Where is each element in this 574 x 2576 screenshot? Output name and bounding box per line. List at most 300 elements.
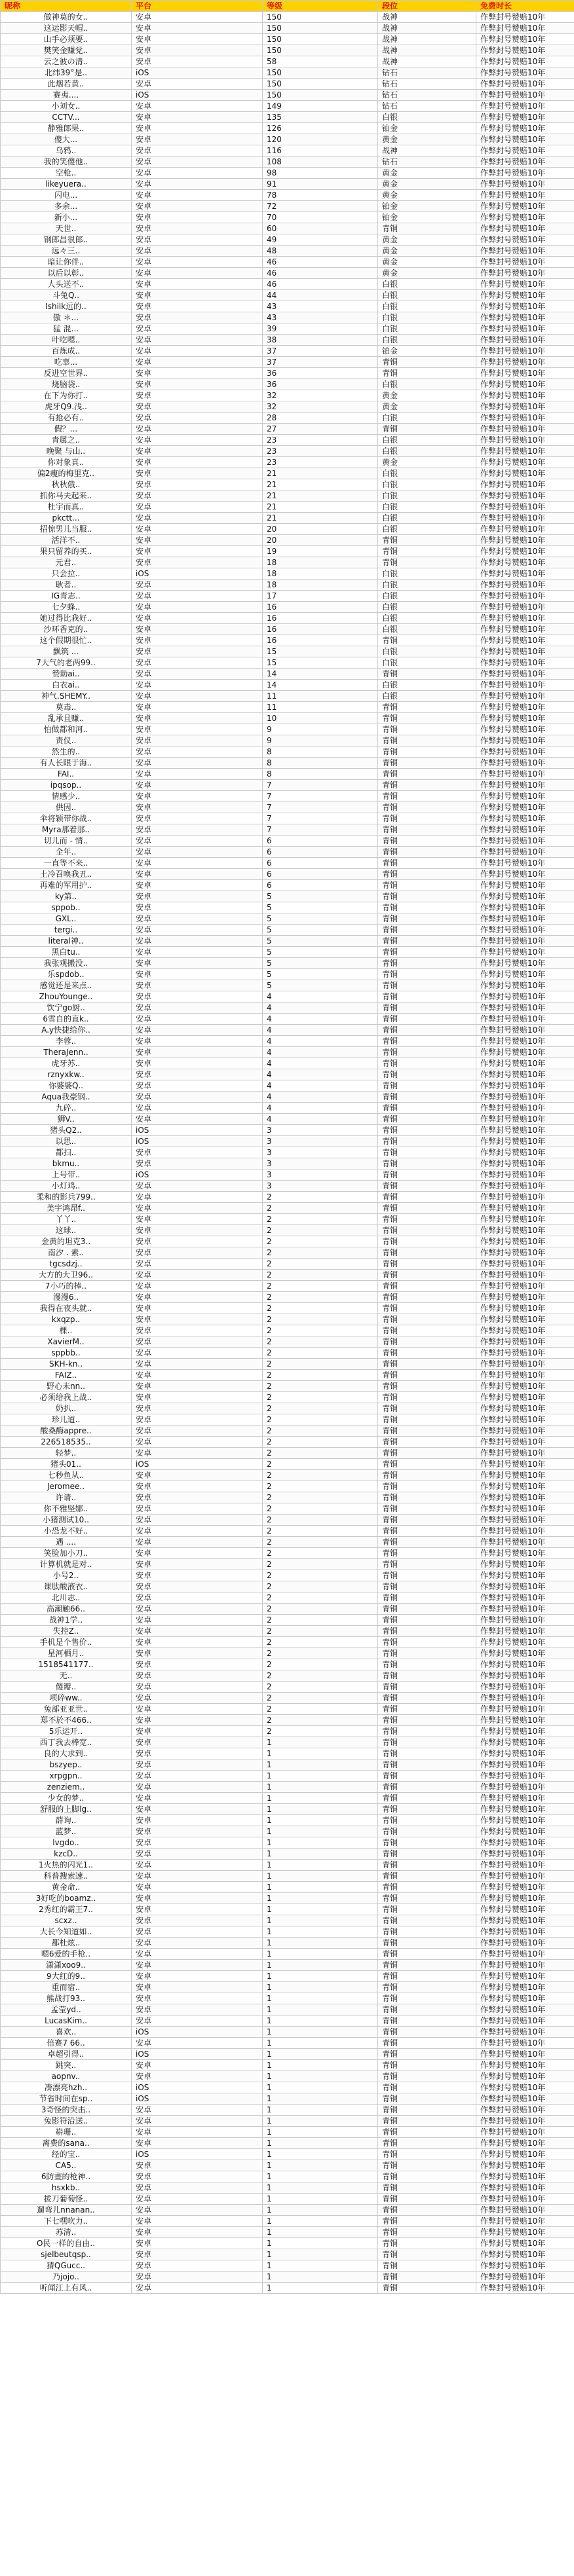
platform-cell: 安卓 — [132, 1448, 263, 1459]
platform-cell: 安卓 — [132, 435, 263, 446]
platform-cell: 安卓 — [132, 1359, 263, 1370]
platform-cell: 安卓 — [132, 1370, 263, 1381]
free-duration-cell: 作弊封号赞赔10年 — [476, 23, 574, 34]
free-duration-cell: 作弊封号赞赔10年 — [476, 502, 574, 513]
rank-cell: 青铜 — [378, 824, 476, 836]
table-row — [1, 2127, 574, 2138]
table-row — [1, 2049, 574, 2060]
level-cell: 2 — [263, 1481, 378, 1492]
table-row — [1, 1481, 574, 1492]
nickname-cell: 小号2.. — [1, 1570, 132, 1581]
rank-cell: 青铜 — [378, 223, 476, 234]
table-row — [1, 1125, 574, 1136]
rank-cell: 青铜 — [378, 1403, 476, 1414]
table-row — [1, 1448, 574, 1459]
rank-cell: 青铜 — [378, 724, 476, 735]
nickname-cell: 良的大求到.. — [1, 1748, 132, 1759]
table-row — [1, 591, 574, 602]
nickname-cell: 秋秋俄.. — [1, 479, 132, 490]
table-row — [1, 2283, 574, 2294]
level-cell: 1 — [263, 2060, 378, 2071]
free-duration-cell: 作弊封号赞赔10年 — [476, 1693, 574, 1704]
platform-cell: 安卓 — [132, 1726, 263, 1737]
table-row — [1, 1893, 574, 1904]
level-cell: 2 — [263, 1203, 378, 1214]
level-cell: 2 — [263, 1637, 378, 1648]
rank-cell: 青铜 — [378, 2015, 476, 2027]
nickname-cell: 远々三.. — [1, 246, 132, 257]
rank-cell: 青铜 — [378, 1526, 476, 1537]
table-row — [1, 357, 574, 368]
table-row — [1, 2105, 574, 2116]
nickname-cell: 小恐龙不好.. — [1, 1526, 132, 1537]
free-duration-cell: 作弊封号赞赔10年 — [476, 925, 574, 936]
table-row — [1, 1826, 574, 1837]
platform-cell: 安卓 — [132, 1949, 263, 1960]
table-row — [1, 2004, 574, 2015]
free-duration-cell: 作弊封号赞赔10年 — [476, 156, 574, 168]
nickname-cell: TheraJenn.. — [1, 1047, 132, 1058]
rank-cell: 青铜 — [378, 1259, 476, 1270]
level-cell: 48 — [263, 246, 378, 257]
level-cell: 4 — [263, 1036, 378, 1047]
level-cell: 2 — [263, 1592, 378, 1604]
level-cell: 3 — [263, 1147, 378, 1158]
rank-cell: 黄金 — [378, 246, 476, 257]
table-row — [1, 1103, 574, 1114]
nickname-cell: tergi.. — [1, 925, 132, 936]
nickname-cell: FAIZ.. — [1, 1370, 132, 1381]
level-cell: 108 — [263, 156, 378, 168]
level-cell: 1 — [263, 2238, 378, 2249]
free-duration-cell: 作弊封号赞赔10年 — [476, 680, 574, 691]
nickname-cell: 都杜炫.. — [1, 1938, 132, 1949]
rank-cell: 青铜 — [378, 1515, 476, 1526]
level-cell: 2 — [263, 1570, 378, 1581]
table-row — [1, 1537, 574, 1548]
nickname-cell: Myra那着那.. — [1, 824, 132, 836]
rank-cell: 青铜 — [378, 836, 476, 847]
nickname-cell: 李蓉.. — [1, 1036, 132, 1047]
level-cell: 21 — [263, 490, 378, 502]
nickname-cell: 烧脑袋.. — [1, 379, 132, 390]
table-row — [1, 746, 574, 758]
platform-cell: iOS — [132, 67, 263, 79]
nickname-cell: zenziem.. — [1, 1782, 132, 1793]
level-cell: 2 — [263, 1559, 378, 1570]
rank-cell: 青铜 — [378, 869, 476, 880]
platform-cell: 安卓 — [132, 1670, 263, 1682]
table-row — [1, 1259, 574, 1270]
level-cell: 98 — [263, 168, 378, 179]
level-cell: 2 — [263, 1370, 378, 1381]
platform-cell: iOS — [132, 90, 263, 101]
table-row — [1, 223, 574, 234]
nickname-cell: 虎牙苏.. — [1, 1058, 132, 1069]
free-duration-cell: 作弊封号赞赔10年 — [476, 1247, 574, 1259]
platform-cell: 安卓 — [132, 580, 263, 591]
platform-cell: 安卓 — [132, 969, 263, 980]
free-duration-cell: 作弊封号赞赔10年 — [476, 1448, 574, 1459]
level-cell: 1 — [263, 2216, 378, 2227]
table-row — [1, 1637, 574, 1648]
table-row — [1, 446, 574, 457]
free-duration-cell: 作弊封号赞赔10年 — [476, 1715, 574, 1726]
nickname-cell: Jeromee.. — [1, 1481, 132, 1492]
nickname-cell: kzcD.. — [1, 1849, 132, 1860]
table-row — [1, 1559, 574, 1570]
free-duration-cell: 作弊封号赞赔10年 — [476, 2071, 574, 2082]
free-duration-cell: 作弊封号赞赔10年 — [476, 613, 574, 624]
platform-cell: 安卓 — [132, 1214, 263, 1225]
level-cell: 2 — [263, 1314, 378, 1325]
rank-cell: 白银 — [378, 591, 476, 602]
rank-cell: 青铜 — [378, 1069, 476, 1080]
free-duration-cell: 作弊封号赞赔10年 — [476, 591, 574, 602]
nickname-cell: 节省时间在sp.. — [1, 2093, 132, 2105]
level-cell: 4 — [263, 1003, 378, 1014]
table-row — [1, 1370, 574, 1381]
platform-cell: 安卓 — [132, 1303, 263, 1314]
nickname-cell: 7大气的老两99.. — [1, 657, 132, 669]
platform-cell: 安卓 — [132, 1147, 263, 1158]
table-row — [1, 145, 574, 156]
nickname-cell: 3好吃的boamz.. — [1, 1893, 132, 1904]
free-duration-cell: 作弊封号赞赔10年 — [476, 457, 574, 468]
rank-cell: 青铜 — [378, 1437, 476, 1448]
level-cell: 2 — [263, 1448, 378, 1459]
rank-cell: 青铜 — [378, 980, 476, 991]
platform-cell: 安卓 — [132, 1648, 263, 1659]
table-row — [1, 1804, 574, 1815]
level-cell: 16 — [263, 624, 378, 635]
free-duration-cell: 作弊封号赞赔10年 — [476, 1080, 574, 1092]
table-row — [1, 1659, 574, 1670]
rank-cell: 青铜 — [378, 2149, 476, 2160]
level-cell: 1 — [263, 2160, 378, 2171]
free-duration-cell: 作弊封号赞赔10年 — [476, 1559, 574, 1570]
level-cell: 2 — [263, 1426, 378, 1437]
level-cell: 1 — [263, 2082, 378, 2093]
level-cell: 1 — [263, 2027, 378, 2038]
free-duration-cell: 作弊封号赞赔10年 — [476, 1592, 574, 1604]
rank-cell: 青铜 — [378, 1381, 476, 1392]
free-duration-cell: 作弊封号赞赔10年 — [476, 546, 574, 557]
level-cell: 1 — [263, 1926, 378, 1938]
table-row — [1, 913, 574, 925]
rank-cell: 青铜 — [378, 635, 476, 646]
platform-cell: 安卓 — [132, 1971, 263, 1982]
nickname-cell: 经的宝.. — [1, 2149, 132, 2160]
table-row — [1, 1169, 574, 1181]
rank-cell: 青铜 — [378, 2004, 476, 2015]
platform-cell: 安卓 — [132, 201, 263, 212]
nickname-cell: 樊笑金赚党.. — [1, 45, 132, 56]
nickname-cell: 我张观搬没.. — [1, 958, 132, 969]
rank-cell: 青铜 — [378, 535, 476, 546]
free-duration-cell: 作弊封号赞赔10年 — [476, 357, 574, 368]
table-row — [1, 479, 574, 490]
platform-cell: 安卓 — [132, 279, 263, 290]
free-duration-cell: 作弊封号赞赔10年 — [476, 346, 574, 357]
table-row — [1, 257, 574, 268]
level-cell: 4 — [263, 1114, 378, 1125]
nickname-cell: 棵.. — [1, 1325, 132, 1336]
nickname-cell: 做神莫的女.. — [1, 12, 132, 23]
free-duration-cell: 作弊封号赞赔10年 — [476, 1426, 574, 1437]
platform-cell: 安卓 — [132, 646, 263, 657]
rank-cell: 青铜 — [378, 1748, 476, 1759]
nickname-cell: 听闻江上有风.. — [1, 2283, 132, 2294]
free-duration-cell: 作弊封号赞赔10年 — [476, 2283, 574, 2294]
level-cell: 149 — [263, 101, 378, 112]
platform-cell: iOS — [132, 1169, 263, 1181]
nickname-cell: 钢郎昌很郎.. — [1, 234, 132, 246]
nickname-cell: 我得在夜头就.. — [1, 1303, 132, 1314]
nickname-cell: 大方的大卫96.. — [1, 1270, 132, 1281]
level-cell: 4 — [263, 1069, 378, 1080]
platform-cell: 安卓 — [132, 1837, 263, 1849]
rank-cell: 青铜 — [378, 2160, 476, 2171]
free-duration-cell: 作弊封号赞赔10年 — [476, 2060, 574, 2071]
platform-cell: 安卓 — [132, 502, 263, 513]
rank-cell: 白银 — [378, 502, 476, 513]
rank-cell: 白银 — [378, 680, 476, 691]
rank-cell: 青铜 — [378, 1003, 476, 1014]
level-cell: 2 — [263, 1492, 378, 1503]
platform-cell: 安卓 — [132, 490, 263, 502]
table-row — [1, 390, 574, 401]
free-duration-cell: 作弊封号赞赔10年 — [476, 2127, 574, 2138]
table-row — [1, 635, 574, 646]
rank-cell: 青铜 — [378, 958, 476, 969]
level-cell: 5 — [263, 969, 378, 980]
nickname-cell: xrpgpn.. — [1, 1771, 132, 1782]
nickname-cell: 乃jojo.. — [1, 2272, 132, 2283]
nickname-cell: 神气.SHEMY.. — [1, 691, 132, 702]
platform-cell: 安卓 — [132, 824, 263, 836]
level-cell: 1 — [263, 2105, 378, 2116]
level-cell: 5 — [263, 913, 378, 925]
nickname-cell: GXL.. — [1, 913, 132, 925]
level-cell: 1 — [263, 1871, 378, 1882]
level-cell: 2 — [263, 1581, 378, 1592]
rank-cell: 黄金 — [378, 401, 476, 413]
nickname-cell: 果只留养的买.. — [1, 546, 132, 557]
nickname-cell: 青属之.. — [1, 435, 132, 446]
rank-cell: 青铜 — [378, 1147, 476, 1158]
table-row — [1, 568, 574, 580]
platform-cell: 安卓 — [132, 1003, 263, 1014]
rank-cell: 青铜 — [378, 1247, 476, 1259]
nickname-cell: 卓超引得.. — [1, 2049, 132, 2060]
free-duration-cell: 作弊封号赞赔10年 — [476, 947, 574, 958]
free-duration-cell: 作弊封号赞赔10年 — [476, 769, 574, 780]
platform-cell: 安卓 — [132, 190, 263, 201]
level-cell: 2 — [263, 1247, 378, 1259]
rank-cell: 青铜 — [378, 925, 476, 936]
table-row — [1, 1759, 574, 1771]
free-duration-cell: 作弊封号赞赔10年 — [476, 401, 574, 413]
free-duration-cell: 作弊封号赞赔10年 — [476, 446, 574, 457]
level-cell: 7 — [263, 791, 378, 802]
platform-cell: 安卓 — [132, 56, 263, 67]
rank-cell: 青铜 — [378, 1615, 476, 1626]
rank-cell: 青铜 — [378, 357, 476, 368]
rank-cell: 青铜 — [378, 2027, 476, 2038]
level-cell: 1 — [263, 2272, 378, 2283]
platform-cell: 安卓 — [132, 2205, 263, 2216]
free-duration-cell: 作弊封号赞赔10年 — [476, 1659, 574, 1670]
nickname-cell: 6雪自的直k.. — [1, 1014, 132, 1025]
table-row — [1, 1771, 574, 1782]
table-row — [1, 713, 574, 724]
table-row — [1, 168, 574, 179]
free-duration-cell: 作弊封号赞赔10年 — [476, 1537, 574, 1548]
nickname-cell: 杜宇而真.. — [1, 502, 132, 513]
table-row — [1, 134, 574, 145]
table-row — [1, 2160, 574, 2171]
level-cell: 44 — [263, 290, 378, 301]
rank-cell: 青铜 — [378, 1169, 476, 1181]
nickname-cell: 蓝梦.. — [1, 1826, 132, 1837]
platform-cell: 安卓 — [132, 1782, 263, 1793]
table-row — [1, 1715, 574, 1726]
level-cell: 4 — [263, 991, 378, 1003]
platform-cell: 安卓 — [132, 2015, 263, 2027]
free-duration-cell: 作弊封号赞赔10年 — [476, 45, 574, 56]
platform-cell: 安卓 — [132, 1704, 263, 1715]
platform-cell: 安卓 — [132, 2160, 263, 2171]
free-duration-cell: 作弊封号赞赔10年 — [476, 1381, 574, 1392]
table-row — [1, 1793, 574, 1804]
level-cell: 37 — [263, 346, 378, 357]
nickname-cell: 5乐运开.. — [1, 1726, 132, 1737]
platform-cell: 安卓 — [132, 869, 263, 880]
platform-cell: 安卓 — [132, 101, 263, 112]
platform-cell: 安卓 — [132, 2182, 263, 2194]
rank-cell: 青铜 — [378, 1771, 476, 1782]
table-row — [1, 379, 574, 390]
platform-cell: 安卓 — [132, 446, 263, 457]
table-row — [1, 34, 574, 45]
platform-cell: 安卓 — [132, 34, 263, 45]
nickname-cell: 9大红的9.. — [1, 1971, 132, 1982]
nickname-cell: CA5.. — [1, 2160, 132, 2171]
rank-cell: 白银 — [378, 602, 476, 613]
rank-cell: 白银 — [378, 646, 476, 657]
free-duration-cell: 作弊封号赞赔10年 — [476, 813, 574, 824]
table-row — [1, 680, 574, 691]
table-row — [1, 156, 574, 168]
free-duration-cell: 作弊封号赞赔10年 — [476, 1804, 574, 1815]
rank-cell: 青铜 — [378, 813, 476, 824]
free-duration-cell: 作弊封号赞赔10年 — [476, 2015, 574, 2027]
platform-cell: 安卓 — [132, 724, 263, 735]
table-row — [1, 1047, 574, 1058]
table-row — [1, 1214, 574, 1225]
table-row — [1, 524, 574, 535]
free-duration-cell: 作弊封号赞赔10年 — [476, 1359, 574, 1370]
table-row — [1, 980, 574, 991]
rank-cell: 青铜 — [378, 1815, 476, 1826]
rank-cell: 青铜 — [378, 858, 476, 869]
nickname-cell: 遛弯儿nnanan.. — [1, 2205, 132, 2216]
level-cell: 39 — [263, 323, 378, 335]
level-cell: 2 — [263, 1348, 378, 1359]
platform-cell: iOS — [132, 1125, 263, 1136]
rank-cell: 青铜 — [378, 557, 476, 568]
level-cell: 3 — [263, 1181, 378, 1192]
rank-cell: 青铜 — [378, 1559, 476, 1570]
free-duration-cell: 作弊封号赞赔10年 — [476, 123, 574, 134]
rank-cell: 青铜 — [378, 1682, 476, 1693]
rank-cell: 白银 — [378, 580, 476, 591]
platform-cell: 安卓 — [132, 1715, 263, 1726]
table-row — [1, 2238, 574, 2249]
rank-cell: 青铜 — [378, 1359, 476, 1370]
platform-cell: iOS — [132, 2082, 263, 2093]
level-cell: 2 — [263, 1715, 378, 1726]
level-cell: 6 — [263, 880, 378, 891]
free-duration-cell: 作弊封号赞赔10年 — [476, 1960, 574, 1971]
table-row — [1, 858, 574, 869]
free-duration-cell: 作弊封号赞赔10年 — [476, 1637, 574, 1648]
rank-cell: 青铜 — [378, 1548, 476, 1559]
platform-cell: 安卓 — [132, 1092, 263, 1103]
platform-cell: 安卓 — [132, 1348, 263, 1359]
level-cell: 2 — [263, 1648, 378, 1659]
table-row — [1, 1581, 574, 1592]
nickname-cell: 科普搜索速.. — [1, 1871, 132, 1882]
free-duration-cell: 作弊封号赞赔10年 — [476, 1292, 574, 1303]
nickname-cell: 只会拉.. — [1, 568, 132, 580]
level-cell: 1 — [263, 1837, 378, 1849]
rank-cell: 青铜 — [378, 1481, 476, 1492]
level-cell: 7 — [263, 824, 378, 836]
table-row — [1, 212, 574, 223]
free-duration-cell: 作弊封号赞赔10年 — [476, 991, 574, 1003]
level-cell: 1 — [263, 2093, 378, 2105]
rank-cell: 青铜 — [378, 2194, 476, 2205]
table-row — [1, 958, 574, 969]
level-cell: 32 — [263, 401, 378, 413]
free-duration-cell: 作弊封号赞赔10年 — [476, 969, 574, 980]
free-duration-cell: 作弊封号赞赔10年 — [476, 1003, 574, 1014]
table-row — [1, 836, 574, 847]
platform-cell: 安卓 — [132, 468, 263, 479]
platform-cell: 安卓 — [132, 1314, 263, 1325]
level-cell: 2 — [263, 1626, 378, 1637]
level-cell: 49 — [263, 234, 378, 246]
platform-cell: 安卓 — [132, 680, 263, 691]
rank-cell: 青铜 — [378, 1414, 476, 1426]
rank-cell: 战神 — [378, 12, 476, 23]
nickname-cell: kxqzp.. — [1, 1314, 132, 1325]
rank-cell: 白银 — [378, 290, 476, 301]
level-cell: 6 — [263, 858, 378, 869]
free-duration-cell: 作弊封号赞赔10年 — [476, 2205, 574, 2216]
free-duration-cell: 作弊封号赞赔10年 — [476, 1771, 574, 1782]
nickname-cell: XavierM.. — [1, 1336, 132, 1348]
free-duration-cell: 作弊封号赞赔10年 — [476, 869, 574, 880]
platform-cell: 安卓 — [132, 1615, 263, 1626]
table-row — [1, 1993, 574, 2004]
rank-cell: 青铜 — [378, 368, 476, 379]
free-duration-cell: 作弊封号赞赔10年 — [476, 624, 574, 635]
table-row — [1, 513, 574, 524]
table-row — [1, 301, 574, 312]
